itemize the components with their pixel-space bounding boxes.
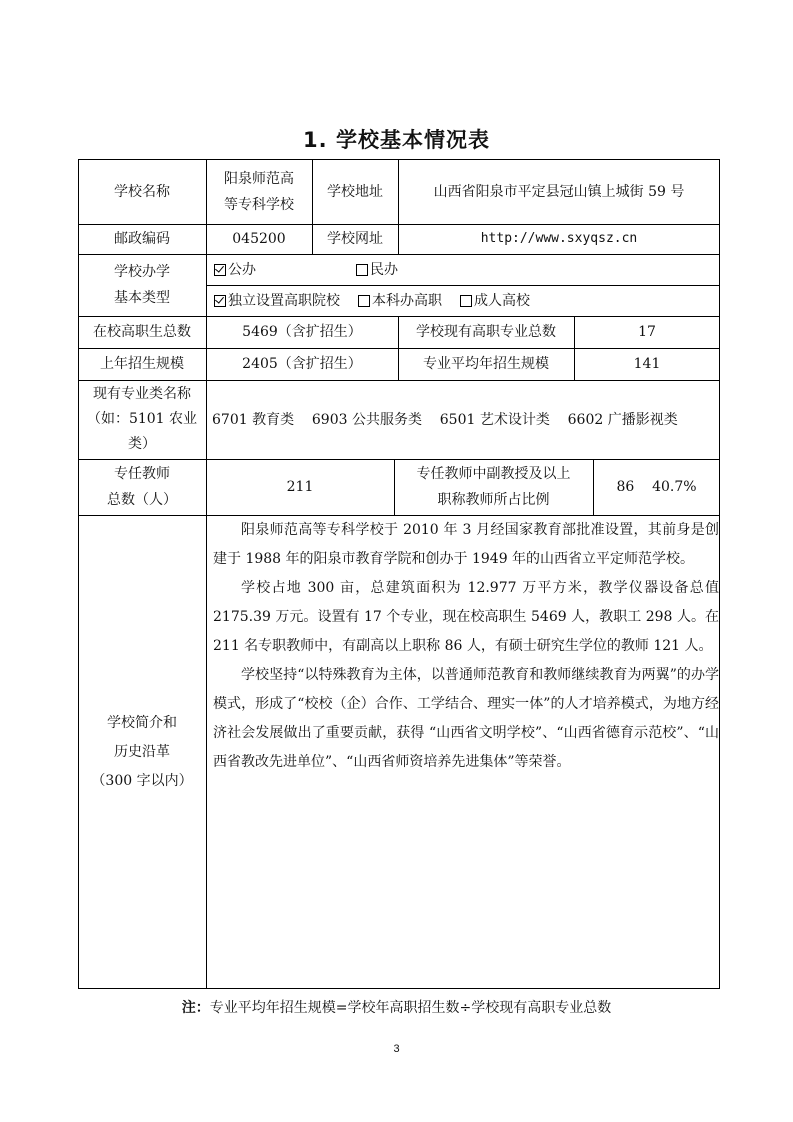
intro-label-line-1: 学校简介和: [107, 714, 177, 731]
intro-text: [213, 516, 719, 777]
intro-label-line-3: （300 字以内）: [91, 772, 193, 789]
avg-enroll-value: 141: [633, 356, 661, 372]
option-independent: [214, 288, 340, 314]
intro-paragraph: 学校坚持“以特殊教育为主体，以普通师范教育和教师继续教育为两翼”的办学模式，形成了“校校（企）合作、工学结合、理实一体”的人才培养模式，为地方经济社会发展做出了重要贡献，获得 “山西省文明学校”、“山西省德育示范校”、“山西省教改先进单位”、“山西省师资培养先进集体”等荣誉。: [213, 667, 719, 770]
footnote-text: 专业平均年招生规模=学校年高职招生数÷学校现有高职专业总数: [209, 1000, 612, 1016]
option-adult: [460, 288, 530, 314]
major-categories-value: 6701 教育类 6903 公共服务类 6501 艺术设计类 6602 广播影视类: [212, 411, 678, 428]
option-private: [356, 257, 398, 283]
senior-ratio-value: 86 40.7%: [616, 479, 697, 495]
option-private-label: 民办: [370, 261, 398, 278]
footnote-label: 注：: [181, 1000, 210, 1016]
ownership-options: [206, 254, 720, 285]
enroll-total-label: 在校高职生总数: [93, 324, 191, 340]
school-name-line-2: 等专科学校: [224, 196, 294, 213]
majors-total-value: 17: [638, 324, 656, 340]
school-type-label-line-2: 基本类型: [114, 290, 170, 306]
empty-box-icon: [356, 264, 368, 276]
senior-ratio-label: [394, 459, 593, 515]
major-categories-label: [78, 380, 206, 459]
option-public-label: 公办: [228, 261, 256, 278]
intro-label: [78, 515, 206, 989]
teachers-label-line-1: 专任教师: [114, 466, 170, 482]
teachers-label: [78, 459, 206, 515]
teachers-value: 211: [286, 479, 314, 495]
senior-ratio-label-line-1: 专任教师中副教授及以上: [416, 466, 571, 482]
major-categories-label-line-3: 类）: [128, 436, 156, 452]
majors-total-label: 学校现有高职专业总数: [416, 324, 556, 340]
page-number: 3: [393, 1043, 400, 1055]
checked-box-icon: [214, 264, 226, 276]
address-value: 山西省阳泉市平定县冠山镇上城街 59 号: [433, 183, 685, 200]
avg-enroll-label: 专业平均年招生规模: [423, 356, 549, 372]
website-label: 学校网址: [327, 231, 383, 247]
school-type-label-line-1: 学校办学: [114, 264, 170, 280]
last-year-value: 2405（含扩招生）: [242, 356, 362, 372]
footnote: [0, 997, 793, 1017]
checked-box-icon: [214, 295, 226, 307]
postcode-value: 045200: [232, 231, 286, 247]
institution-type-options: [206, 285, 720, 316]
option-public: [214, 257, 256, 283]
enroll-total-value: 5469（含扩招生）: [242, 324, 362, 340]
major-categories-label-line-2: （如：5101 农业: [86, 411, 198, 427]
empty-box-icon: [358, 295, 370, 307]
option-independent-label: 独立设置高职院校: [228, 292, 340, 309]
empty-box-icon: [460, 295, 472, 307]
school-name-value: [206, 159, 312, 224]
school-type-label: [78, 254, 206, 316]
option-undergrad: [358, 288, 442, 314]
intro-paragraph: 学校占地 300 亩，总建筑面积为 12.977 万平方米，教学仪器设备总值 2175.39 万元。设置有 17 个专业，现在校高职生 5469 人，教职工 298 人。在 211 名专职教师中，有副高以上职称 86 人，有硕士研究生学位的教师 121 人。: [213, 580, 719, 654]
teachers-label-line-2: 总数（人）: [107, 492, 177, 508]
address-label: 学校地址: [327, 183, 383, 200]
option-undergrad-label: 本科办高职: [372, 292, 442, 309]
table-title: 1. 学校基本情况表: [303, 128, 490, 152]
last-year-label: 上年招生规模: [100, 356, 184, 372]
school-name-line-1: 阳泉师范高: [224, 170, 294, 187]
major-categories-label-line-1: 现有专业类名称: [93, 386, 191, 402]
school-name-label: 学校名称: [114, 183, 170, 200]
intro-label-line-2: 历史沿革: [114, 743, 170, 760]
website-value: http://www.sxyqsz.cn: [480, 231, 638, 246]
senior-ratio-label-line-2: 职称教师所占比例: [437, 492, 550, 508]
intro-paragraph: 阳泉师范高等专科学校于 2010 年 3 月经国家教育部批准设置，其前身是创建于 1988 年的阳泉市教育学院和创办于 1949 年的山西省立平定师范学校。: [213, 522, 719, 567]
option-adult-label: 成人高校: [474, 292, 530, 309]
postcode-label: 邮政编码: [114, 231, 170, 247]
